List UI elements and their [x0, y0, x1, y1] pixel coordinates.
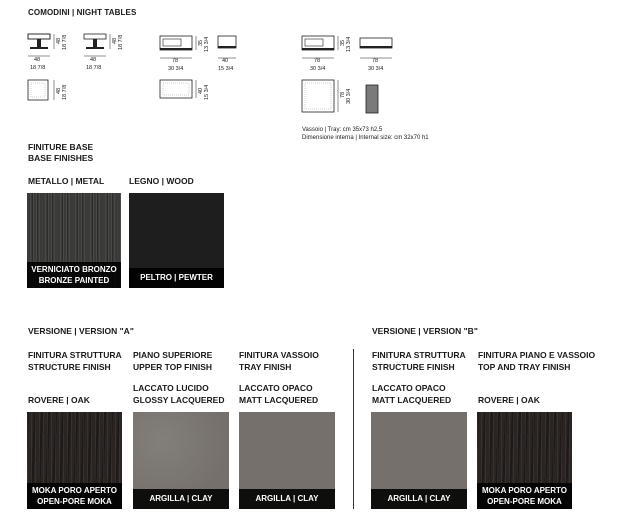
dim-label: 78	[314, 58, 321, 64]
dim-label-sub: 30 3/4	[168, 66, 184, 72]
dim-label: 40	[198, 87, 204, 94]
dim-label: 48	[112, 37, 118, 44]
version-b-col2-sub: ROVERE | OAK	[478, 395, 540, 405]
swatch-caption	[477, 483, 572, 509]
version-a-col3-sub2: MATT LACQUERED	[239, 395, 319, 405]
dim-label: 35	[198, 39, 204, 46]
swatch-caption-line2: BRONZE PAINTED	[38, 276, 110, 285]
swatch-version-a-clay-matt[interactable]	[239, 412, 335, 509]
version-b-col1-h1: FINITURA STRUTTURA	[372, 350, 466, 360]
dim-label-sub: 30 3/4	[346, 88, 352, 104]
version-a-col1-h2: STRUCTURE FINISH	[28, 362, 111, 372]
version-a-col3-h1: FINITURA VASSOIO	[239, 350, 319, 360]
version-b-col2-h2: TOP AND TRAY FINISH	[478, 362, 571, 372]
version-b-col1-h2: STRUCTURE FINISH	[372, 362, 455, 372]
section-title-en: BASE FINISHES	[28, 153, 94, 163]
swatch-caption-line2: OPEN-PORE MOKA	[487, 497, 562, 506]
swatch-caption	[371, 489, 467, 509]
dim-label-sub: 13 3/4	[346, 36, 352, 52]
version-b-title: VERSIONE | VERSION "B"	[372, 326, 478, 336]
page-title: COMODINI | NIGHT TABLES	[28, 8, 137, 17]
dim-label-sub: 30 3/4	[368, 66, 384, 72]
metal-label: METALLO | METAL	[28, 176, 105, 186]
swatch-caption-line1: VERNICIATO BRONZO	[31, 265, 117, 274]
version-a-col2-sub1: LACCATO LUCIDO	[133, 383, 209, 393]
section-title: FINITURE BASE	[28, 142, 94, 152]
night-table-drawings-3	[300, 32, 460, 122]
dim-label-sub: 18 7/8	[62, 84, 68, 100]
version-a-col1-h1: FINITURA STRUTTURA	[28, 350, 122, 360]
swatch-caption	[133, 489, 229, 509]
dim-label-sub: 15 3/4	[204, 84, 210, 100]
swatch-caption-line1: ARGILLA | CLAY	[255, 494, 319, 503]
version-b-col2-h1: FINITURA PIANO E VASSOIO	[478, 350, 596, 360]
swatch-caption-line2: OPEN-PORE MOKA	[37, 497, 112, 506]
dim-label-sub: 30 3/4	[310, 66, 326, 72]
version-a-col2-h2: UPPER TOP FINISH	[133, 362, 213, 372]
version-a-col1-sub: ROVERE | OAK	[28, 395, 90, 405]
dim-label: 48	[34, 57, 41, 63]
version-b-col1-sub2: MATT LACQUERED	[372, 395, 452, 405]
dim-label: 35	[340, 39, 346, 46]
swatch-caption	[129, 268, 224, 288]
dim-label: 78	[172, 58, 179, 64]
version-a-col3-h2: TRAY FINISH	[239, 362, 292, 372]
version-divider	[353, 349, 354, 509]
swatch-caption-line1: ARGILLA | CLAY	[387, 494, 451, 503]
dim-label: 48	[56, 87, 62, 94]
drawing-group-3	[300, 32, 460, 144]
tray-note: Vassoio | Tray: cm 35x73 h2,5	[302, 127, 383, 133]
swatch-version-b-clay[interactable]	[371, 412, 467, 509]
swatch-caption-line1: MOKA PORO APERTO	[31, 486, 118, 495]
dim-label: 78	[340, 91, 346, 98]
swatch-version-a-moka[interactable]	[27, 412, 122, 509]
dim-label: 48	[90, 57, 97, 63]
dim-label-sub: 18 7/8	[118, 34, 124, 50]
swatch-version-a-clay-glossy[interactable]	[133, 412, 229, 509]
swatch-caption-line1: MOKA PORO APERTO	[481, 486, 568, 495]
drawing-group-2	[158, 32, 268, 104]
swatch-caption	[27, 483, 122, 509]
dim-label: 40	[222, 58, 229, 64]
dim-label-sub: 15 3/4	[218, 66, 234, 72]
dim-label: 78	[372, 58, 379, 64]
internal-size-note: Dimensione interna | Internal size: cm 32x70 h1	[302, 135, 429, 141]
dim-label-sub: 18 7/8	[62, 34, 68, 50]
swatch-pewter[interactable]	[129, 193, 224, 288]
version-b-col1-sub1: LACCATO OPACO	[372, 383, 446, 393]
version-a-title: VERSIONE | VERSION "A"	[28, 326, 134, 336]
version-a-col2-h1: PIANO SUPERIORE	[133, 350, 213, 360]
dim-label: 48	[56, 37, 62, 44]
dim-label-sub: 13 3/4	[204, 36, 210, 52]
dim-label-sub: 18 7/8	[86, 65, 102, 71]
swatch-caption-line1: ARGILLA | CLAY	[149, 494, 213, 503]
version-a-col2-sub2: GLOSSY LACQUERED	[133, 395, 225, 405]
swatch-caption-line1: PELTRO | PEWTER	[140, 273, 213, 282]
drawing-group-1	[26, 30, 136, 110]
version-a-col3-sub1: LACCATO OPACO	[239, 383, 313, 393]
swatch-caption	[27, 262, 121, 288]
wood-label: LEGNO | WOOD	[129, 176, 194, 186]
dim-label-sub: 18 7/8	[30, 65, 46, 71]
swatch-bronze-painted[interactable]	[27, 193, 121, 288]
swatch-caption	[239, 489, 335, 509]
swatch-version-b-moka[interactable]	[477, 412, 572, 509]
